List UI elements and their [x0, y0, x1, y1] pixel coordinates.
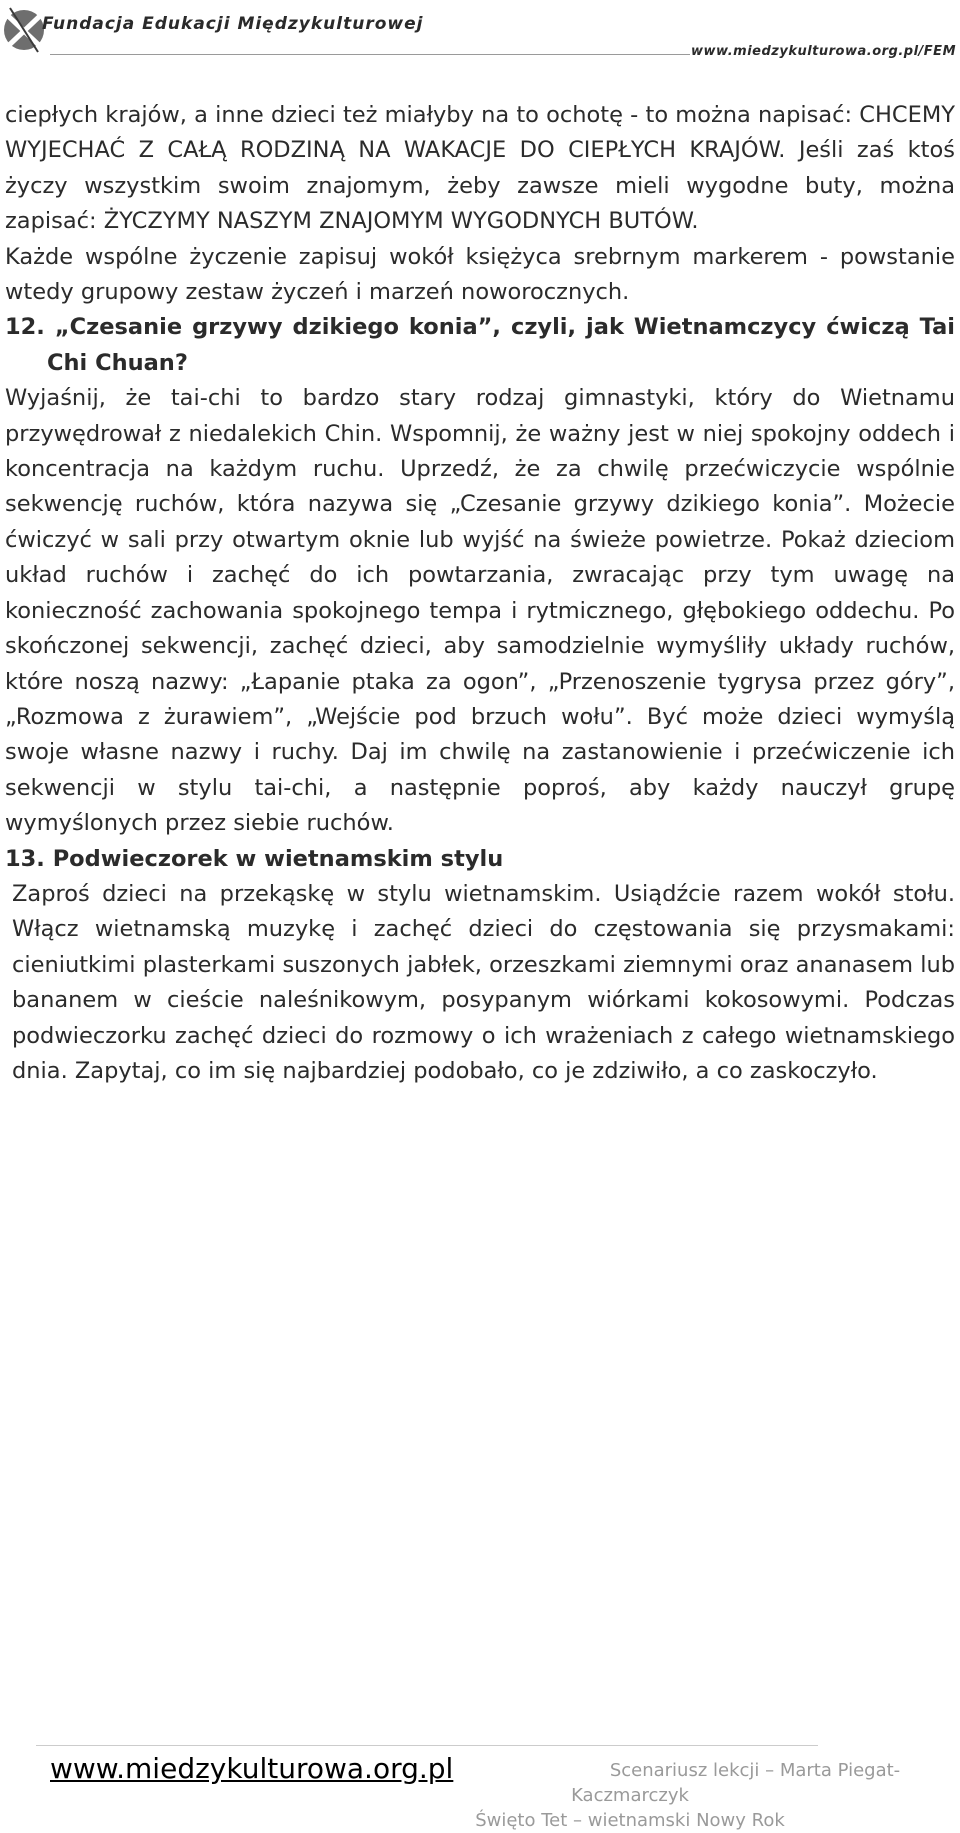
section-12-body: Wyjaśnij, że tai-chi to bardzo stary rodzaj gimnastyki, który do Wietnamu przywędrował z niedalekich Chin. Wspomnij, że ważny jest w niej spokojny oddech i koncentracja na każdym ruchu. Uprzedź, że za chwilę przećwiczycie wspólnie sekwencję ruchów, która nazywa się „Czesanie grzywy dzikiego konia”. Możecie ćwiczyć w sali przy otwartym oknie lub wyjść na świeże powietrze. Pokaż dzieciom układ ruchów i zachęć do ich powtarzania, zwracając przy tym uwagę na konieczność zachowania spokojnego tempa i rytmicznego, głębokiego oddechu. Po skończonej sekwencji, zachęć dzieci, aby samodzielnie wymyśliły układy ruchów, które noszą nazwy: „Łapanie ptaka za ogon”, „Przenoszenie tygrysa przez góry”, „Rozmowa z żurawiem”, „Wejście pod brzuch wołu”. Być może dzieci wymyślą swoje własne nazwy i ruchy. Daj im chwilę na zastanowienie i przećwiczenie ich sekwencji w stylu tai-chi, a następnie poproś, aby każdy nauczył grupę wymyślonych przez siebie ruchów. [5, 385, 955, 837]
section-13-heading: 13. Podwieczorek w wietnamskim stylu [5, 845, 504, 872]
header-divider [50, 54, 690, 55]
footer-credits [300, 1758, 960, 1833]
section-13-body: Zaproś dzieci na przekąskę w stylu wietnamskim. Usiądźcie razem wokół stołu. Włącz wietnamską muzykę i zachęć dzieci do częstowania się przysmakami: cieniutkimi plasterkami suszonych jabłek, orzeszkami ziemnymi oraz ananasem lub bananem w cieście naleśnikowym, posypanym wiórkami kokosowymi. Podczas podwieczorku zachęć dzieci do rozmowy o ich wrażeniach z całego wietnamskiego dnia. Zapytaj, co im się najbardziej podobało, co je zdziwiło, a co zaskoczyło. [12, 880, 955, 1084]
section-12-heading: 12. „Czesanie grzywy dzikiego konia”, czyli, jak Wietnamczycy ćwiczą Tai Chi Chuan? [5, 314, 955, 376]
footer-credit-line-1: Scenariusz lekcji – Marta Piegat- [609, 1760, 901, 1781]
footer-credit-line-2: Kaczmarczyk [571, 1785, 689, 1806]
footer-website-link[interactable]: www.miedzykulturowa.org.pl [50, 1752, 454, 1785]
header-website-url: www.miedzykulturowa.org.pl/FEM [691, 44, 956, 59]
intro-paragraph-2: Każde wspólne życzenie zapisuj wokół księżyca srebrnym markerem - powstanie wtedy grupowy zestaw życzeń i marzeń noworocznych. [5, 243, 955, 306]
organization-name: Fundacja Edukacji Międzykulturowej [42, 14, 424, 34]
page-header [0, 0, 960, 62]
footer-credit-line-3: Święto Tet – wietnamski Nowy Rok [475, 1810, 785, 1831]
document-body [5, 98, 955, 1089]
footer-divider [36, 1745, 818, 1746]
intro-paragraph-1: ciepłych krajów, a inne dzieci też miałyby na to ochotę - to można napisać: CHCEMY WYJECHAĆ Z CAŁĄ RODZINĄ NA WAKACJE DO CIEPŁYCH KRAJÓW. Jeśli zaś ktoś życzy wszystkim swoim znajomym, żeby zawsze mieli wygodne buty, można zapisać: ŻYCZYMY NASZYM ZNAJOMYM WYGODNYCH BUTÓW. [5, 102, 955, 235]
